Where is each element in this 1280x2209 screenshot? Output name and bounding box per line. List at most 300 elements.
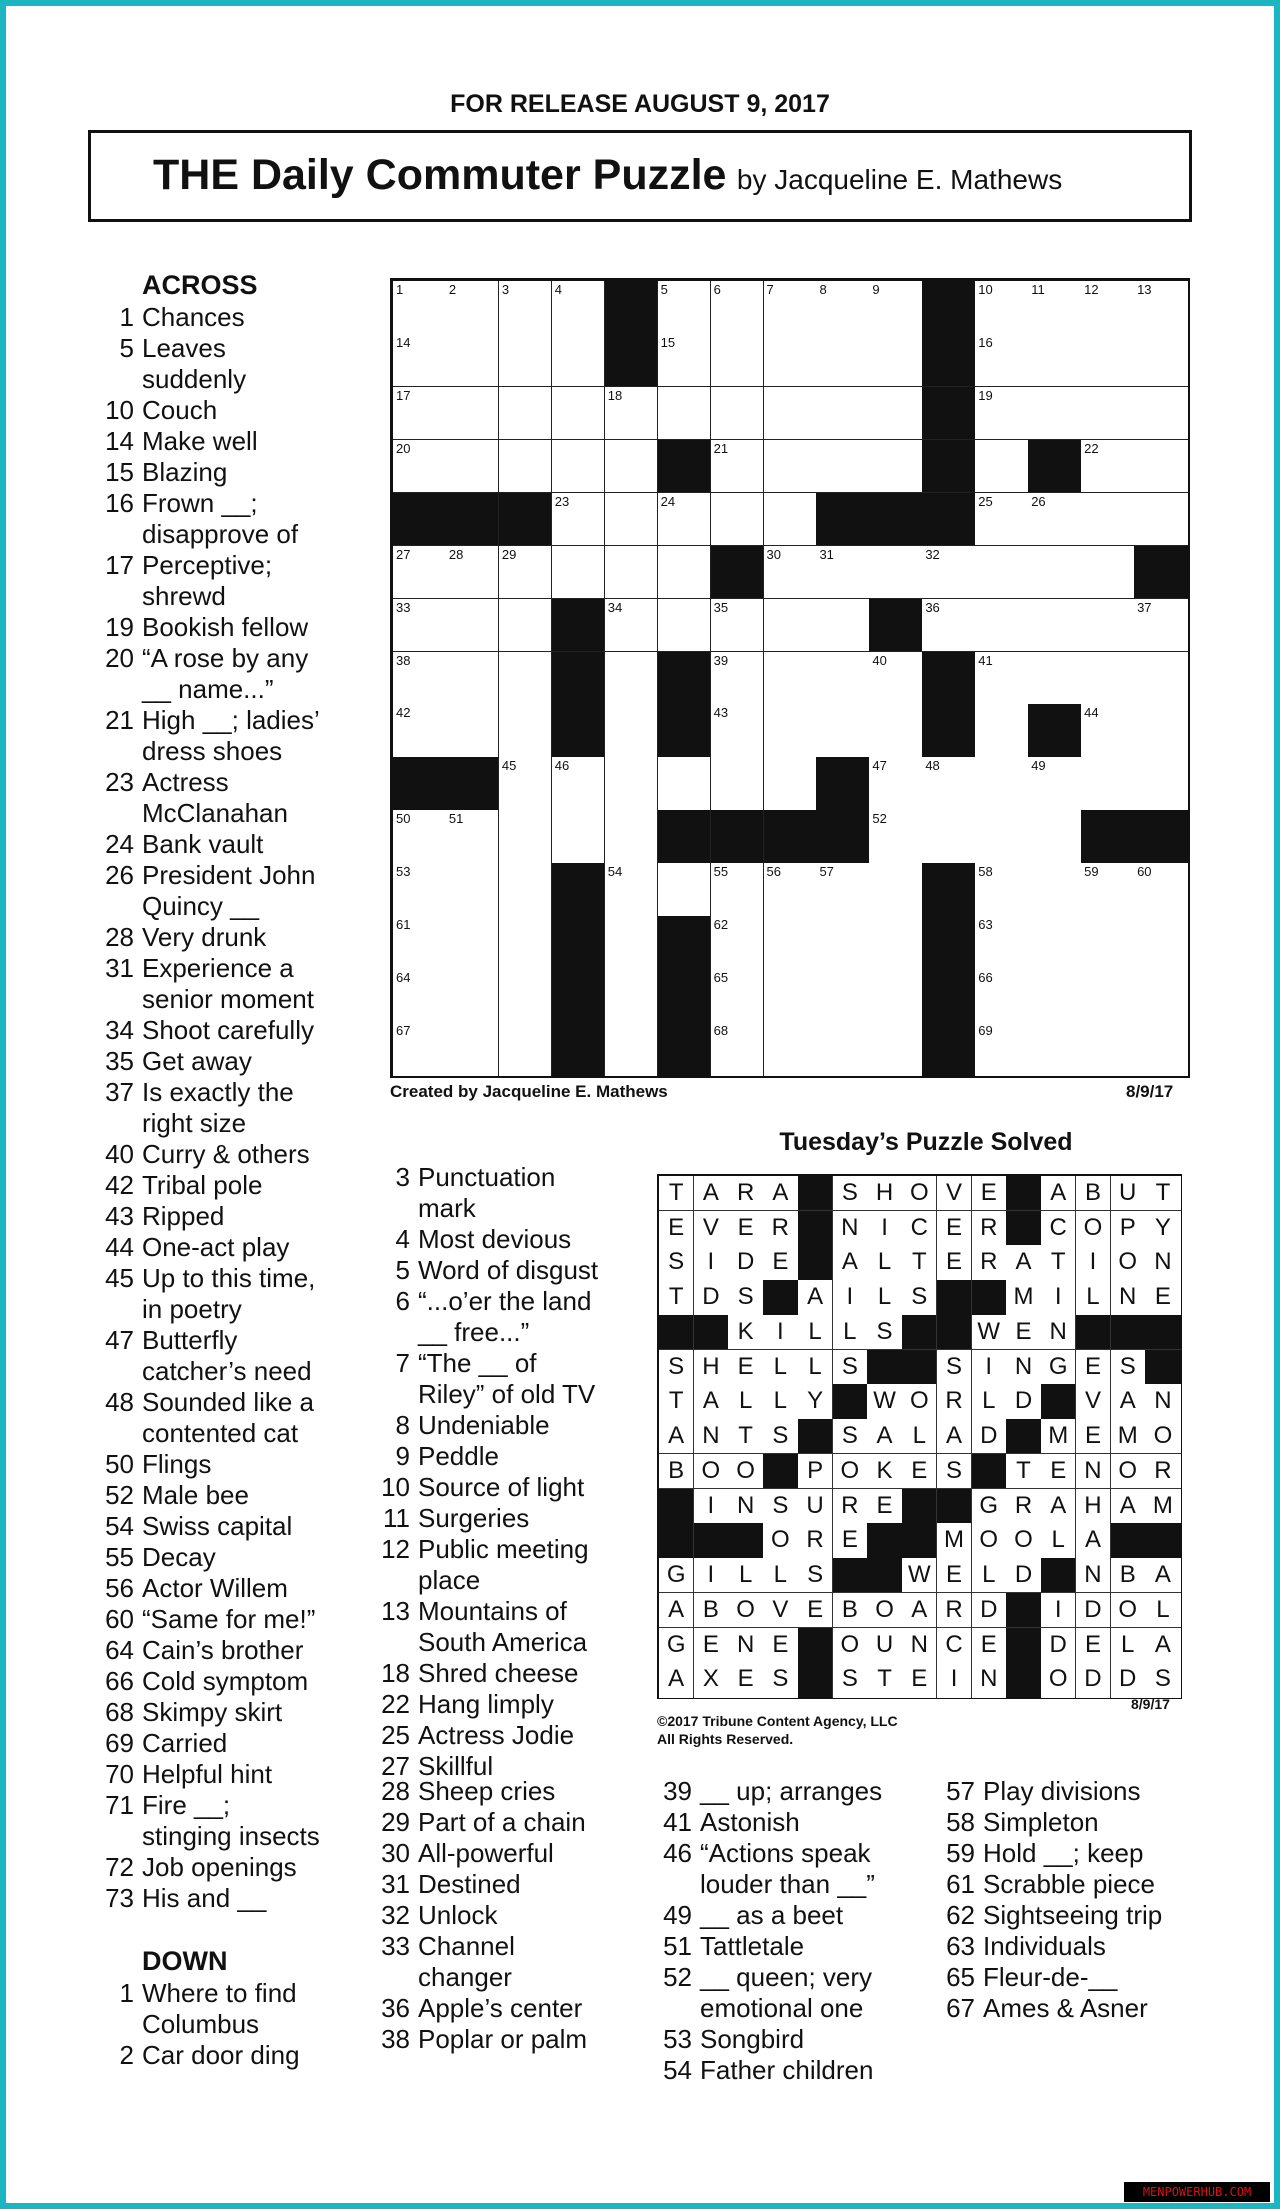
grid-cell[interactable] (446, 281, 500, 335)
cell-number: 15 (660, 334, 676, 350)
grid-cell[interactable] (869, 652, 923, 706)
grid-cell[interactable] (1081, 387, 1135, 441)
clue-text: “Same for me!” (142, 1604, 316, 1634)
grid-cell[interactable] (922, 599, 976, 653)
grid-cell[interactable] (816, 334, 870, 388)
grid-cell[interactable] (1081, 704, 1135, 758)
grid-cell[interactable] (975, 334, 1029, 388)
clue-text: Couch (142, 395, 218, 425)
grid-cell[interactable] (605, 916, 659, 970)
grid-cell[interactable] (1028, 599, 1082, 653)
clue-text-continued: changer (418, 1962, 512, 1992)
grid-cell[interactable] (393, 810, 447, 864)
grid-cell[interactable] (1028, 916, 1082, 970)
grid-cell[interactable] (393, 704, 447, 758)
grid-cell[interactable] (1081, 652, 1135, 706)
cell-number: 46 (554, 758, 570, 774)
solution-cell: I (1076, 1245, 1111, 1280)
grid-cell[interactable] (1028, 493, 1082, 547)
grid-cell[interactable] (1081, 281, 1135, 335)
grid-cell[interactable] (446, 546, 500, 600)
solution-cell: E (728, 1211, 763, 1246)
cell-number: 13 (1137, 282, 1152, 297)
grid-cell[interactable] (446, 704, 500, 758)
grid-cell[interactable] (869, 387, 923, 441)
solution-black-square (798, 1419, 833, 1454)
grid-cell[interactable] (658, 387, 712, 441)
solution-cell: C (902, 1211, 937, 1246)
solution-cell: S (659, 1350, 694, 1385)
clue-text: High __; ladies’ (142, 705, 320, 735)
grid-cell[interactable] (922, 810, 976, 864)
grid-cell[interactable] (1081, 334, 1135, 388)
solution-cell: O (972, 1523, 1007, 1558)
grid-cell[interactable] (658, 757, 712, 811)
grid-cell[interactable] (764, 969, 818, 1023)
grid-cell[interactable] (816, 652, 870, 706)
grid-cell[interactable] (975, 810, 1029, 864)
solution-cell: R (728, 1176, 763, 1211)
solution-cell: D (972, 1419, 1007, 1454)
solution-cell: I (833, 1280, 868, 1315)
grid-cell[interactable] (1134, 493, 1188, 547)
grid-cell[interactable] (605, 810, 659, 864)
clue-text-continued: Columbus (142, 2009, 260, 2039)
solution-cell: K (728, 1315, 763, 1350)
grid-cell[interactable] (605, 863, 659, 917)
grid-cell[interactable] (1028, 757, 1082, 811)
grid-cell[interactable] (499, 863, 553, 917)
grid-cell[interactable] (446, 387, 500, 441)
clue-number: 19 (105, 612, 134, 642)
grid-cell[interactable] (975, 704, 1029, 758)
solution-cell: D (972, 1593, 1007, 1628)
grid-cell[interactable] (605, 969, 659, 1023)
solution-cell: O (1111, 1454, 1146, 1489)
grid-cell[interactable] (393, 387, 447, 441)
grid-cell[interactable] (1134, 387, 1188, 441)
grid-cell[interactable] (975, 599, 1029, 653)
black-square (922, 334, 976, 388)
grid-cell[interactable] (1134, 1022, 1188, 1076)
grid-cell[interactable] (764, 281, 818, 335)
solution-cell: O (1111, 1245, 1146, 1280)
grid-cell[interactable] (446, 1022, 500, 1076)
clue-number: 67 (946, 1993, 975, 2023)
grid-cell[interactable] (393, 440, 447, 494)
solution-cell: W (867, 1384, 902, 1419)
black-square (393, 493, 447, 547)
clue-number: 66 (105, 1666, 134, 1696)
grid-cell[interactable] (816, 704, 870, 758)
grid-cell[interactable] (499, 757, 553, 811)
grid-cell[interactable] (869, 546, 923, 600)
grid-cell[interactable] (764, 599, 818, 653)
grid-cell[interactable] (605, 387, 659, 441)
grid-cell[interactable] (764, 440, 818, 494)
grid-cell[interactable] (393, 1022, 447, 1076)
grid-cell[interactable] (869, 916, 923, 970)
grid-cell[interactable] (446, 810, 500, 864)
grid-cell[interactable] (1028, 969, 1082, 1023)
release-date: FOR RELEASE AUGUST 9, 2017 (450, 90, 830, 118)
grid-cell[interactable] (499, 969, 553, 1023)
grid-cell[interactable] (605, 599, 659, 653)
grid-cell[interactable] (816, 1022, 870, 1076)
clue-number: 63 (946, 1931, 975, 1961)
grid-cell[interactable] (1134, 916, 1188, 970)
solution-cell: B (833, 1593, 868, 1628)
solution-cell: S (798, 1558, 833, 1593)
grid-cell[interactable] (711, 440, 765, 494)
grid-cell[interactable] (658, 863, 712, 917)
clue-text: Hang limply (418, 1689, 554, 1719)
grid-cell[interactable] (1028, 810, 1082, 864)
grid-cell[interactable] (499, 810, 553, 864)
grid-cell[interactable] (711, 704, 765, 758)
solution-cell: B (1111, 1558, 1146, 1593)
grid-cell[interactable] (605, 704, 659, 758)
grid-cell[interactable] (605, 546, 659, 600)
grid-cell[interactable] (1028, 863, 1082, 917)
clue-number: 60 (105, 1604, 134, 1634)
clue-text-continued: __ free...” (418, 1317, 530, 1347)
solution-cell: T (1041, 1245, 1076, 1280)
grid-cell[interactable] (975, 652, 1029, 706)
grid-cell[interactable] (1081, 440, 1135, 494)
grid-cell[interactable] (1081, 757, 1135, 811)
solution-cell: E (937, 1211, 972, 1246)
grid-cell[interactable] (816, 546, 870, 600)
grid-cell[interactable] (711, 1022, 765, 1076)
cell-number: 33 (396, 599, 411, 615)
grid-cell[interactable] (1134, 652, 1188, 706)
grid-cell[interactable] (975, 863, 1029, 917)
grid-cell[interactable] (1081, 599, 1135, 653)
grid-cell[interactable] (393, 546, 447, 600)
grid-cell[interactable] (1028, 652, 1082, 706)
clue-text: Shoot carefully (142, 1015, 314, 1045)
clue-number: 59 (946, 1838, 975, 1868)
black-square (658, 1022, 712, 1076)
grid-cell[interactable] (499, 334, 553, 388)
grid-cell[interactable] (975, 493, 1029, 547)
grid-cell[interactable] (552, 493, 606, 547)
clue-text: Very drunk (142, 922, 267, 952)
grid-cell[interactable] (711, 387, 765, 441)
cell-number: 19 (978, 387, 993, 403)
clue-text: Most devious (418, 1224, 572, 1254)
solution-cell: S (1111, 1350, 1146, 1385)
clue-number: 17 (105, 550, 134, 580)
grid-cell[interactable] (499, 704, 553, 758)
grid-cell[interactable] (1134, 863, 1188, 917)
grid-cell[interactable] (816, 916, 870, 970)
solution-cell: E (1041, 1454, 1076, 1489)
cell-number: 47 (872, 758, 887, 774)
grid-cell[interactable] (552, 546, 606, 600)
grid-cell[interactable] (975, 387, 1029, 441)
clue-number: 16 (105, 488, 134, 518)
solution-black-square (902, 1315, 937, 1350)
grid-cell[interactable] (711, 334, 765, 388)
grid-cell[interactable] (869, 1022, 923, 1076)
grid-cell[interactable] (446, 916, 500, 970)
solution-cell: A (694, 1384, 729, 1419)
solution-cell: E (763, 1628, 798, 1663)
solution-black-square (1006, 1628, 1041, 1663)
black-square (922, 1022, 976, 1076)
grid-cell[interactable] (446, 863, 500, 917)
cell-number: 56 (766, 864, 781, 880)
grid-cell[interactable] (446, 652, 500, 706)
grid-cell[interactable] (869, 704, 923, 758)
clue-text: Part of a chain (418, 1807, 586, 1837)
solution-cell: O (1041, 1662, 1076, 1697)
grid-cell[interactable] (711, 969, 765, 1023)
solution-black-square (1041, 1384, 1076, 1419)
grid-cell[interactable] (764, 704, 818, 758)
grid-cell[interactable] (711, 281, 765, 335)
solution-black-square (798, 1245, 833, 1280)
grid-cell[interactable] (1134, 599, 1188, 653)
grid-cell[interactable] (499, 1022, 553, 1076)
solution-cell: N (728, 1628, 763, 1663)
grid-cell[interactable] (1134, 281, 1188, 335)
grid-cell[interactable] (658, 599, 712, 653)
grid-cell[interactable] (816, 387, 870, 441)
cell-number: 68 (713, 1023, 729, 1039)
solution-black-square (867, 1523, 902, 1558)
black-square (658, 916, 712, 970)
black-square (922, 916, 976, 970)
grid-cell[interactable] (605, 1022, 659, 1076)
grid-cell[interactable] (1081, 1022, 1135, 1076)
grid-cell[interactable] (1134, 757, 1188, 811)
cell-number: 26 (1031, 493, 1046, 509)
grid-cell[interactable] (499, 387, 553, 441)
grid-cell[interactable] (1028, 334, 1082, 388)
solution-cell: S (833, 1350, 868, 1385)
grid-credit: Created by Jacqueline E. Mathews (390, 1082, 668, 1101)
clue-text: Simpleton (983, 1807, 1099, 1837)
solution-cell: A (659, 1593, 694, 1628)
solution-cell: M (1111, 1419, 1146, 1454)
solution-cell: W (902, 1558, 937, 1593)
grid-cell[interactable] (711, 916, 765, 970)
grid-cell[interactable] (393, 916, 447, 970)
grid-cell[interactable] (1028, 1022, 1082, 1076)
clue-number: 52 (105, 1480, 134, 1510)
grid-cell[interactable] (869, 969, 923, 1023)
black-square (922, 387, 976, 441)
clue-text-continued: Quincy __ (142, 891, 260, 921)
grid-cell[interactable] (975, 546, 1029, 600)
grid-cell[interactable] (764, 757, 818, 811)
grid-cell[interactable] (1134, 969, 1188, 1023)
solution-cell: O (1111, 1593, 1146, 1628)
solution-cell: N (694, 1419, 729, 1454)
grid-cell[interactable] (764, 863, 818, 917)
grid-cell[interactable] (922, 546, 976, 600)
grid-cell[interactable] (499, 599, 553, 653)
grid-cell[interactable] (869, 757, 923, 811)
clue-number: 70 (105, 1759, 134, 1789)
solution-cell: A (1076, 1523, 1111, 1558)
grid-cell[interactable] (764, 916, 818, 970)
grid-cell[interactable] (446, 599, 500, 653)
grid-cell[interactable] (869, 863, 923, 917)
grid-cell[interactable] (975, 440, 1029, 494)
cell-number: 38 (396, 652, 411, 668)
grid-cell[interactable] (393, 969, 447, 1023)
grid-cell[interactable] (816, 599, 870, 653)
solution-cell: I (972, 1350, 1007, 1385)
grid-cell[interactable] (393, 599, 447, 653)
solution-cell: A (1041, 1176, 1076, 1211)
grid-cell[interactable] (552, 810, 606, 864)
solution-cell: N (1111, 1280, 1146, 1315)
grid-cell[interactable] (605, 652, 659, 706)
clue-number: 54 (663, 2055, 692, 2085)
black-square (552, 652, 606, 706)
cell-number: 37 (1137, 599, 1152, 615)
solution-black-square (902, 1523, 937, 1558)
solution-cell: U (1111, 1176, 1146, 1211)
grid-cell[interactable] (499, 281, 553, 335)
solution-black-square (902, 1489, 937, 1524)
grid-cell[interactable] (552, 334, 606, 388)
clue-text: Leaves (142, 333, 226, 363)
grid-cell[interactable] (552, 440, 606, 494)
grid-cell[interactable] (393, 334, 447, 388)
solution-cell: L (798, 1350, 833, 1385)
clue-number: 33 (381, 1931, 410, 1961)
grid-cell[interactable] (711, 599, 765, 653)
grid-cell[interactable] (1028, 546, 1082, 600)
grid-cell[interactable] (711, 493, 765, 547)
grid-cell[interactable] (975, 969, 1029, 1023)
clue-number: 31 (105, 953, 134, 983)
grid-cell[interactable] (658, 334, 712, 388)
solution-cell: L (1111, 1628, 1146, 1663)
grid-cell[interactable] (393, 281, 447, 335)
clue-number: 62 (946, 1900, 975, 1930)
grid-cell[interactable] (1081, 546, 1135, 600)
solution-cell: U (867, 1628, 902, 1663)
grid-cell[interactable] (393, 652, 447, 706)
grid-cell[interactable] (869, 810, 923, 864)
grid-cell[interactable] (605, 757, 659, 811)
grid-cell[interactable] (1081, 493, 1135, 547)
grid-cell[interactable] (1028, 387, 1082, 441)
cell-number: 17 (396, 387, 411, 403)
grid-cell[interactable] (605, 493, 659, 547)
grid-cell[interactable] (499, 916, 553, 970)
clue-number: 57 (946, 1776, 975, 1806)
grid-cell[interactable] (552, 757, 606, 811)
grid-cell[interactable] (764, 546, 818, 600)
solution-cell: E (763, 1245, 798, 1280)
grid-cell[interactable] (446, 334, 500, 388)
grid-cell[interactable] (869, 334, 923, 388)
solution-cell: M (1145, 1489, 1180, 1524)
black-square (605, 334, 659, 388)
grid-cell[interactable] (764, 652, 818, 706)
solution-cell: L (1041, 1523, 1076, 1558)
cell-number: 65 (713, 970, 729, 986)
grid-cell[interactable] (1134, 440, 1188, 494)
grid-cell[interactable] (658, 546, 712, 600)
watermark: MENPOWERHUB.COM (1124, 2182, 1270, 2202)
solution-cell: E (694, 1628, 729, 1663)
grid-cell[interactable] (446, 969, 500, 1023)
grid-cell[interactable] (1134, 334, 1188, 388)
cell-number: 1 (396, 282, 404, 297)
clue-number: 31 (381, 1869, 410, 1899)
cell-number: 41 (978, 652, 993, 668)
solution-black-square (798, 1211, 833, 1246)
grid-cell[interactable] (816, 969, 870, 1023)
solution-black-square (798, 1176, 833, 1211)
grid-cell[interactable] (1081, 863, 1135, 917)
grid-cell[interactable] (1134, 704, 1188, 758)
grid-cell[interactable] (1028, 281, 1082, 335)
clue-text: Tattletale (700, 1931, 805, 1961)
grid-cell[interactable] (1081, 916, 1135, 970)
clue-text-continued: in poetry (142, 1294, 242, 1324)
grid-cell[interactable] (816, 281, 870, 335)
clue-number: 4 (395, 1224, 410, 1254)
grid-cell[interactable] (869, 281, 923, 335)
solution-cell: S (763, 1662, 798, 1697)
grid-cell[interactable] (499, 652, 553, 706)
grid-cell[interactable] (764, 387, 818, 441)
grid-cell[interactable] (816, 863, 870, 917)
grid-cell[interactable] (499, 546, 553, 600)
grid-cell[interactable] (658, 281, 712, 335)
grid-cell[interactable] (552, 281, 606, 335)
grid-cell[interactable] (552, 387, 606, 441)
grid-cell[interactable] (764, 1022, 818, 1076)
grid-cell[interactable] (499, 440, 553, 494)
solution-cell: A (659, 1419, 694, 1454)
solution-black-square (1076, 1315, 1111, 1350)
clue-text: Undeniable (418, 1410, 550, 1440)
grid-cell[interactable] (922, 757, 976, 811)
grid-cell[interactable] (764, 334, 818, 388)
grid-cell[interactable] (975, 1022, 1029, 1076)
clue-number: 1 (119, 302, 134, 332)
grid-cell[interactable] (975, 916, 1029, 970)
grid-cell[interactable] (816, 440, 870, 494)
grid-cell[interactable] (869, 440, 923, 494)
grid-cell[interactable] (711, 863, 765, 917)
grid-cell[interactable] (658, 493, 712, 547)
grid-cell[interactable] (446, 440, 500, 494)
solution-black-square (1006, 1176, 1041, 1211)
grid-cell[interactable] (605, 440, 659, 494)
cell-number: 20 (396, 440, 411, 456)
grid-cell[interactable] (764, 493, 818, 547)
grid-cell[interactable] (393, 863, 447, 917)
grid-cell[interactable] (1081, 969, 1135, 1023)
clue-text: Make well (142, 426, 258, 456)
grid-cell[interactable] (975, 281, 1029, 335)
grid-cell[interactable] (711, 757, 765, 811)
grid-cell[interactable] (711, 652, 765, 706)
grid-cell[interactable] (975, 757, 1029, 811)
